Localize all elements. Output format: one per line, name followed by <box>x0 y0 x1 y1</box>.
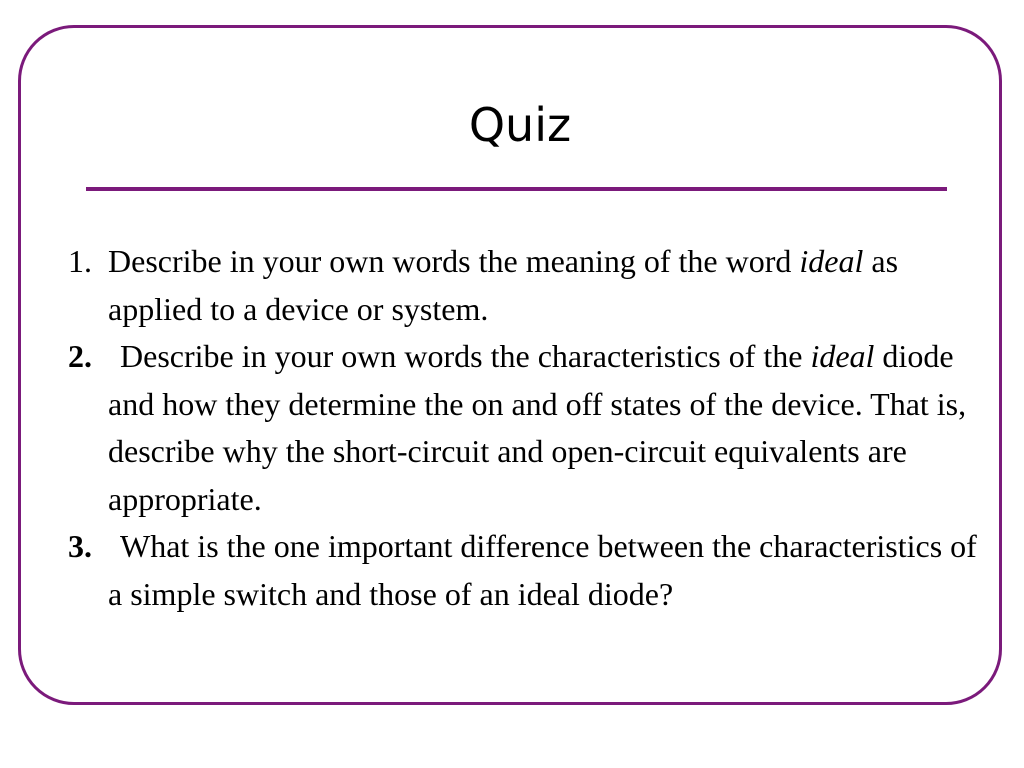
question-list <box>68 238 988 618</box>
question-2-text-part-3: diode and how they determine the on and off states of the device. That is, describe why the short-circuit and open-circuit equivalents are appropriate. <box>108 338 967 517</box>
question-item-1 <box>68 238 988 333</box>
question-1-text-part-1: Describe in your own words the meaning of the word <box>108 243 800 279</box>
question-3-text-part-1: What is the one important difference between the characteristics of a simple switch and those of an ideal diode? <box>108 528 977 612</box>
question-1-text-part-3: as applied to a device or system. <box>108 243 899 327</box>
question-2-text-part-2: ideal <box>810 338 875 374</box>
question-item-3 <box>68 523 988 618</box>
question-text-2 <box>108 333 988 523</box>
slide-title: Quiz <box>468 98 572 152</box>
question-number-1: 1. <box>68 243 92 279</box>
question-number-3: 3. <box>68 528 92 564</box>
question-1-text-part-2: ideal <box>799 243 864 279</box>
title-underline-rule <box>86 187 947 191</box>
question-number-2: 2. <box>68 338 92 374</box>
question-text-1 <box>108 238 988 333</box>
question-item-2 <box>68 333 988 523</box>
question-2-text-part-1: Describe in your own words the characteristics of the <box>120 338 811 374</box>
question-text-3 <box>108 523 988 618</box>
